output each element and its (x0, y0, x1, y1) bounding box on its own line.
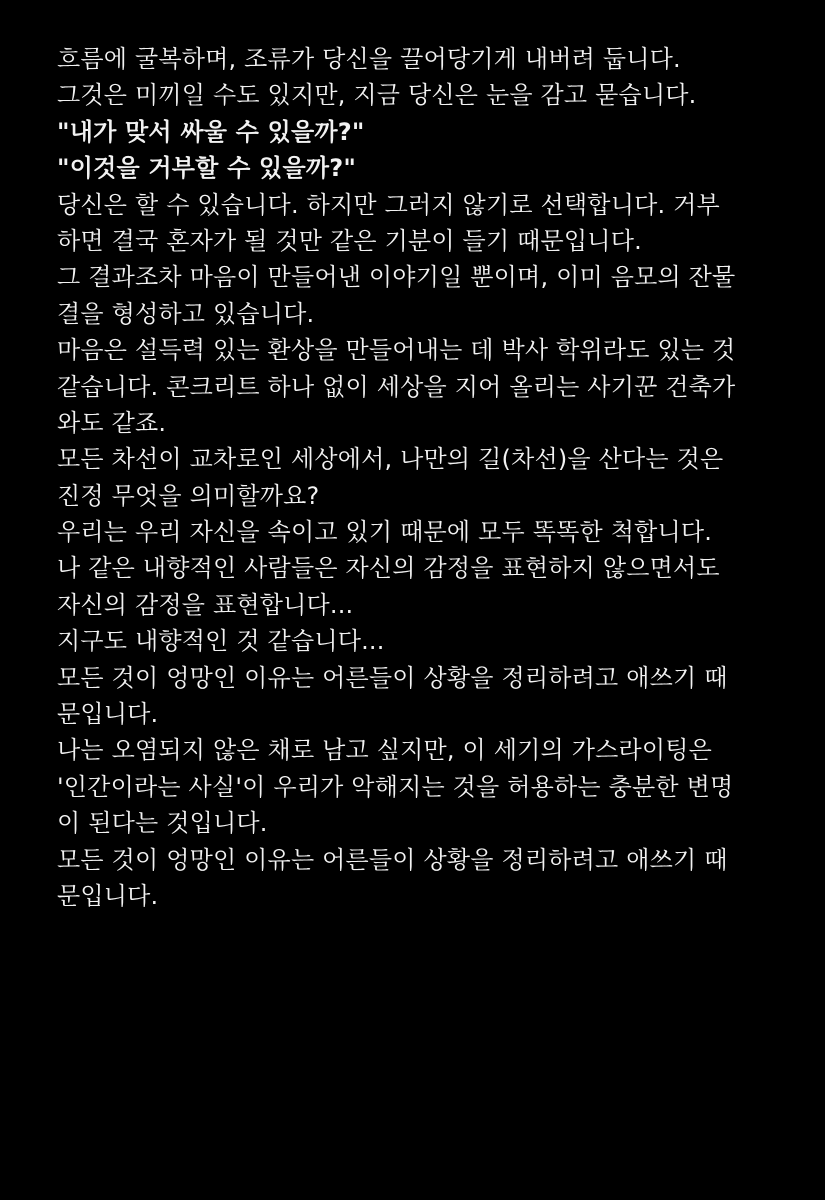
text-body (57, 41, 802, 914)
text-line-question: "이것을 거부할 수 있을까?" (57, 154, 357, 183)
text-line: 와도 같죠. (57, 408, 167, 437)
text-line-question: "내가 맞서 싸울 수 있을까?" (57, 117, 365, 146)
text-line: 문입니다. (57, 881, 159, 910)
text-line: 같습니다. 콘크리트 하나 없이 세상을 지어 올리는 사기꾼 건축가 (57, 372, 736, 401)
text-line: 자신의 감정을 표현합니다... (57, 590, 354, 619)
text-line: 결을 형성하고 있습니다. (57, 299, 315, 328)
text-line: 나 같은 내향적인 사람들은 자신의 감정을 표현하지 않으면서도 (57, 554, 720, 583)
text-line: 마음은 설득력 있는 환상을 만들어내는 데 박사 학위라도 있는 것 (57, 336, 736, 365)
text-line: 우리는 우리 자신을 속이고 있기 때문에 모두 똑똑한 척합니다. (57, 518, 713, 547)
text-line: 나는 오염되지 않은 채로 남고 싶지만, 이 세기의 가스라이팅은 (57, 736, 713, 765)
text-line: 하면 결국 혼자가 될 것만 같은 기분이 들기 때문입니다. (57, 226, 642, 255)
text-line: 모든 것이 엉망인 이유는 어른들이 상황을 정리하려고 애쓰기 때 (57, 845, 728, 874)
text-line: 모든 차선이 교차로인 세상에서, 나만의 길(차선)을 산다는 것은 (57, 445, 724, 474)
text-line: 흐름에 굴복하며, 조류가 당신을 끌어당기게 내버려 둡니다. (57, 45, 681, 73)
text-line: 모든 것이 엉망인 이유는 어른들이 상황을 정리하려고 애쓰기 때 (57, 663, 728, 692)
text-line: 그것은 미끼일 수도 있지만, 지금 당신은 눈을 감고 묻습니다. (57, 81, 697, 110)
text-line: 당신은 할 수 있습니다. 하지만 그러지 않기로 선택합니다. 거부 (57, 190, 720, 219)
text-line: 그 결과조차 마음이 만들어낸 이야기일 뿐이며, 이미 음모의 잔물 (57, 263, 736, 292)
text-line: '인간이라는 사실'이 우리가 악해지는 것을 허용하는 충분한 변명 (57, 772, 734, 801)
text-line: 이 된다는 것입니다. (57, 809, 268, 838)
text-line: 지구도 내향적인 것 같습니다... (57, 627, 385, 656)
text-line: 진정 무엇을 의미할까요? (57, 481, 320, 510)
text-line: 문입니다. (57, 700, 159, 729)
